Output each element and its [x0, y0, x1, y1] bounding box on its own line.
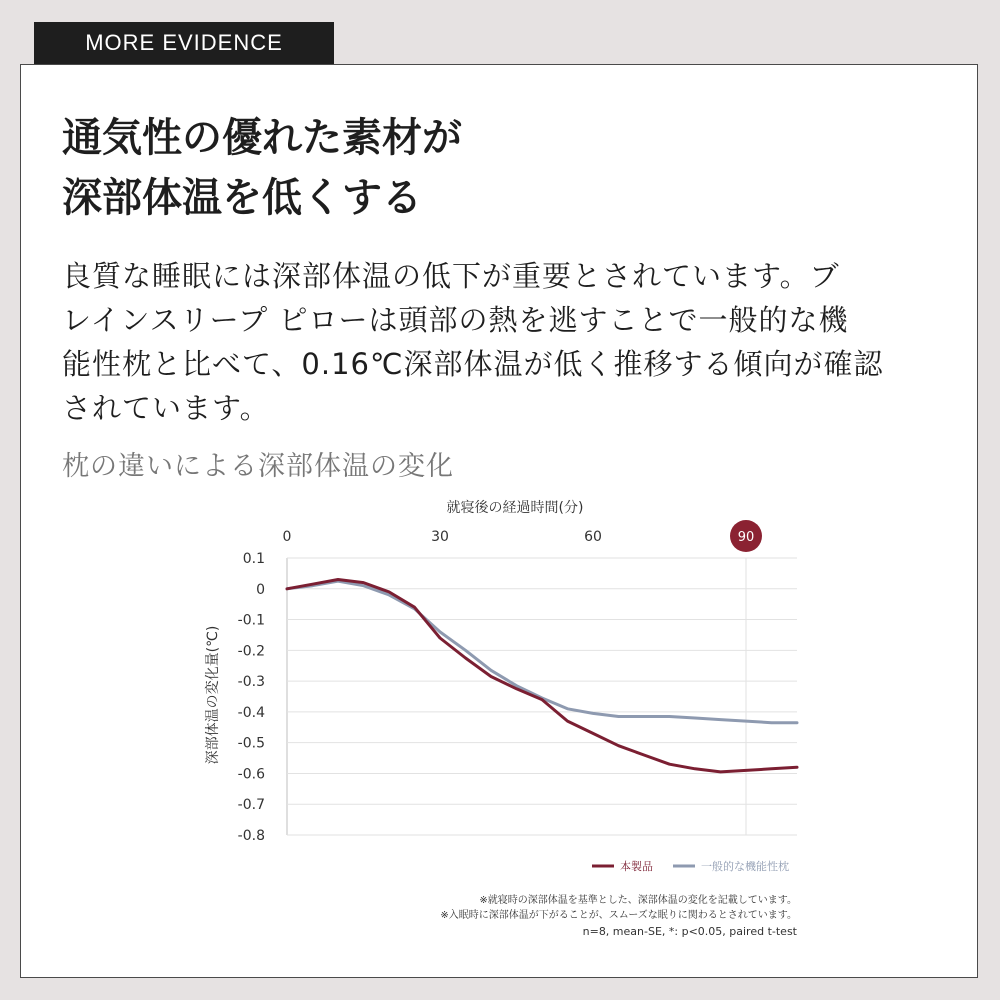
note-2: ※入眠時に深部体温が下がることが、スムーズな眠りに関わるとされています。 — [440, 910, 797, 921]
body-line-3: 能性枕と比べて、0.16℃深部体温が低く推移する傾向が確認 — [62, 347, 884, 381]
x-tick-label: 60 — [584, 529, 602, 545]
y-tick-label: -0.6 — [237, 766, 265, 783]
section-tag: MORE EVIDENCE — [34, 22, 334, 64]
y-tick-label: 0 — [256, 581, 265, 598]
y-tick-label: -0.8 — [237, 828, 265, 844]
y-tick-label: -0.1 — [237, 612, 265, 629]
y-ticks — [238, 551, 265, 844]
headline-line-2: 深部体温を低くする — [62, 175, 422, 221]
body-line-4: されています。 — [62, 391, 270, 425]
note-1: ※就寝時の深部体温を基準とした、深部体温の変化を記載しています。 — [479, 895, 797, 906]
note-3: n=8, mean-SE, *: p<0.05, paired t-test — [582, 925, 797, 938]
x-axis-label: 就寝後の経過時間(分) — [446, 500, 584, 516]
y-tick-label: -0.7 — [237, 797, 265, 814]
legend-item-product: 本製品 — [620, 860, 653, 873]
legend — [592, 859, 789, 873]
y-tick-label: 0.1 — [242, 551, 265, 567]
body-line-2: レインスリープ ピローは頭部の熱を逃すことで一般的な機 — [62, 303, 849, 337]
x-tick-label: 30 — [431, 529, 449, 545]
body-line-1: 良質な睡眠には深部体温の低下が重要とされています。ブ — [62, 259, 840, 293]
legend-item-general: 一般的な機能性枕 — [701, 860, 789, 873]
x-ticks — [283, 520, 762, 552]
x-tick-label: 90 — [737, 530, 755, 545]
y-axis-label: 深部体温の変化量(℃) — [205, 625, 221, 765]
y-tick-label: -0.5 — [237, 735, 265, 752]
y-tick-label: -0.3 — [237, 674, 265, 691]
headline-line-1: 通気性の優れた素材が — [62, 115, 462, 161]
y-tick-label: -0.2 — [237, 643, 265, 660]
y-tick-label: -0.4 — [237, 704, 265, 721]
chart-heading: 枕の違いによる深部体温の変化 — [62, 451, 454, 482]
x-tick-label: 0 — [282, 529, 292, 545]
